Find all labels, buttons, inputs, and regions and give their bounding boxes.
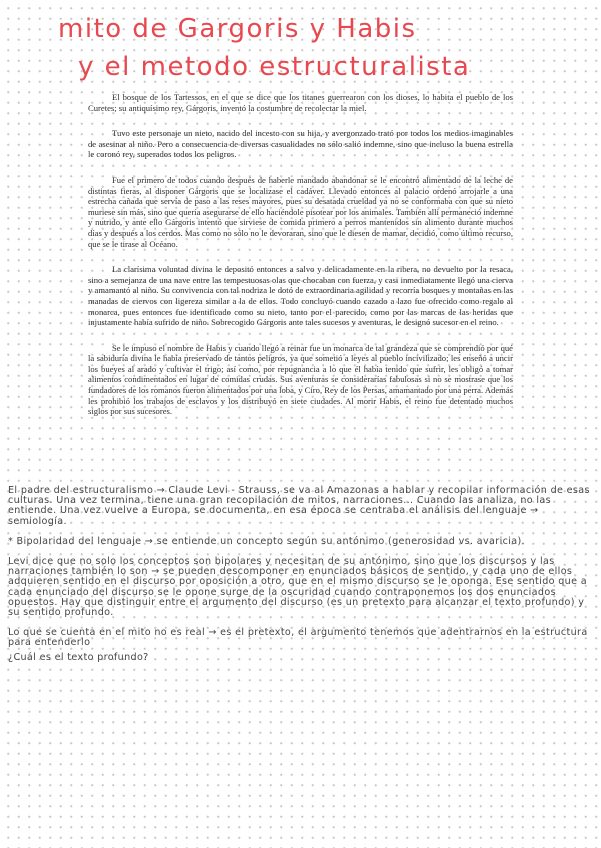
printed-paragraph: Tuvo este personaje un nieto, nacido del incesto con su hija, y avergonzado trató por todos los medios imaginables de asesinar al niño. Pero a consecuencia de diversas casualidades no sólo salió indemne, sino que incluso la buena estrella le coronó rey, superados todos los peligros.: [88, 128, 513, 160]
note-paragraph: * Bipolaridad del lenguaje → se entiende un concepto según su antónimo (generosidad vs. avaricia).: [8, 535, 525, 547]
printed-paragraph: El bosque de los Tartessos, en el que se dice que los titanes guerrearon con los dioses, lo habita el pueblo de los Curetes; su antiquísimo rey, Gárgoris, inventó la costumbre de recolectar la miel.: [88, 92, 513, 113]
note-paragraph: Levi dice que no solo los conceptos son bipolares y necesitan de su antónimo, sino que los discursos y las narraciones también lo son → se pueden descomponer en enunciados básicos de sentido, y cada uno de ellos adquieren sentido en el discurso por oposición a otro, que en el mismo discurso se le oponga. Ese sentido que a cada enunciado del discurso se le opone surge de la oscuridad cuando contraponemos los dos enunciados opuestos. Hay que distinguir entre el argumento del discurso (es un pretexto para alcanzar el texto profundo) y su sentido profundo.: [8, 556, 587, 619]
note-paragraph: Lo que se cuenta en el mito no es real → es el pretexto, el argumento tenemos que adentrarnos en la estructura para entenderlo: [8, 627, 588, 649]
printed-paragraph: Fue el primero de todos cuando después de haberle mandado abandonar se le encontró alimentado de la leche de distintas fieras, al disponer Gárgoris que se localizase el cadáver. Llevado entonces al palacio ordenó arrojarle a una estrecha cañada que servía de paso a las reses mayores, pues su desatada crueldad ya no se conformaba con que su nieto muriese sin más, sino que quería asegurarse de ello haciéndole pisotear por los animales. También allí permaneció indemne y nutrido, y ante ello Gárgoris intentó que sirviese de comida primero a perros mantenidos sin alimento durante muchos días y después a los cerdos. Mas como no sólo no le devoraran, sino que le diesen de mamar, decidió, como último recurso, que se le tirase al Océano.: [88, 174, 513, 249]
printed-paragraph: Se le impuso el nombre de Habis y cuando llegó a reinar fue un monarca de tal grandeza que se comprendió por qué la sabiduría divina le había preservado de tantos peligros, ya que sometió a leyes al pueblo incivilizado; les enseñó a uncir los bueyes al arado y cultivar el trigo; así como, por repugnancia a lo que él había tenido que sufrir, les obligó a tomar alimentos condimentados en lugar de comidas crudas. Sus aventuras se considerarías fabulosas si no se mostrase que los fundadores de los romanos fueron alimentados por una loba, y Ciro, Rey de los Persas, amamantado por una perra. Además les prohibió los trabajos de esclavos y los distribuyó en siete ciudades. Al morir Habis, el reino fue detentado muchos siglos por sus sucesores.: [88, 342, 513, 417]
printed-paragraph: La clarísima voluntad divina le depositó entonces a salvo y delicadamente en la ribera, no devuelto por la resaca, sino a semejanza de una nave entre las tempestuosas olas que chocaban con fuerza, y casi inmediatamente llegó una cierva y amamantó al niño. Su convivencia con tal nodriza le dotó de extraordinaria agilidad y recorría bosques y montañas en las manadas de ciervos con ligereza similar a la de ellos. Todo concluyó cuando cazado a lazo fue ofrecido como regalo al monarca, pues entonces fue identificado como su nieto, tanto por el parecido, como por las marcas de las heridas que injustamente había sufrido de niño. Sobrecogido Gárgoris ante tales sucesos y aventuras, le designó sucesor en el reino.: [88, 264, 513, 328]
printed-myth-text: [88, 92, 513, 432]
note-paragraph: El padre del estructuralismo → Claude Levi - Strauss, se va al Amazonas a hablar y recopilar información de esas culturas. Una vez termina, tiene una gran recopilación de mitos, narraciones... Cuando las analiza, no las entiende. Una vez vuelve a Europa, se documenta, en esa época se centraba el análisis del lenguaje → semiología.: [8, 485, 590, 527]
note-question: ¿Cuál es el texto profundo?: [8, 651, 149, 663]
page-title: mito de Gargoris y Habis: [58, 14, 417, 44]
page-subtitle: y el metodo estructuralista: [78, 52, 471, 82]
handwritten-notes: [8, 486, 590, 673]
